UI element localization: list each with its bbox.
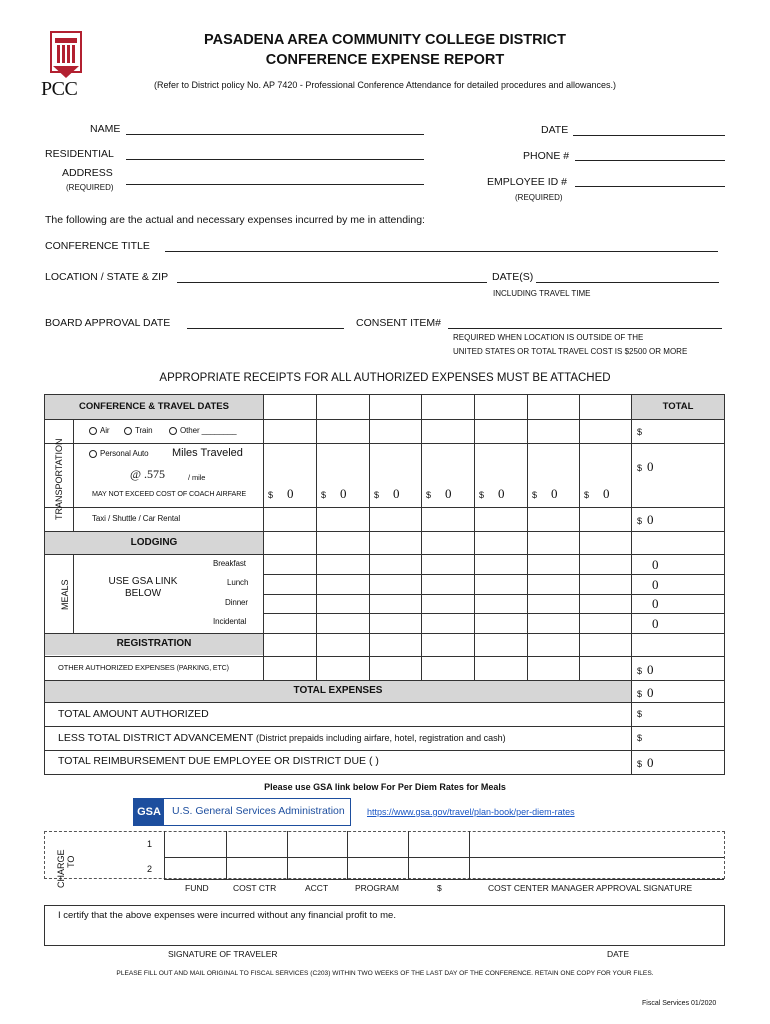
col-cost-ctr: COST CTR [233, 883, 277, 893]
total-authorized-value[interactable]: $ [637, 709, 643, 719]
phone-label: PHONE # [523, 150, 570, 162]
location-field[interactable] [177, 282, 487, 283]
mileage-day-2[interactable]: $ 0 [321, 486, 347, 501]
breakfast-total[interactable]: 0 [652, 557, 659, 572]
mileage-day-3[interactable]: $ 0 [374, 486, 400, 501]
footer-note: PLEASE FILL OUT AND MAIL ORIGINAL TO FISCAL SERVICES (C203) WITHIN TWO WEEKS OF THE LAST DAY OF THE CONFERENCE. RETAIN ONE COPY FOR YOUR FILES. [116, 970, 654, 977]
total-authorized-label: TOTAL AMOUNT AUTHORIZED [58, 708, 209, 720]
consent-item-label: CONSENT ITEM# [356, 317, 441, 329]
total-reimbursement-label: TOTAL REIMBURSEMENT DUE EMPLOYEE OR DISTRICT DUE ( ) [58, 755, 379, 767]
header-total: TOTAL [662, 401, 694, 412]
charge-to-label: CHARGE TO [56, 849, 76, 888]
less-advancement-value[interactable]: $ [637, 733, 643, 743]
incidental-total[interactable]: 0 [652, 616, 659, 631]
mileage-day-4[interactable]: $ 0 [426, 486, 452, 501]
charge-row-1: 1 [147, 839, 153, 849]
phone-field[interactable] [575, 160, 725, 161]
name-label: NAME [90, 123, 121, 135]
address-label: ADDRESS [62, 167, 113, 179]
train-radio-icon[interactable] [124, 427, 132, 435]
employee-id-label: EMPLOYEE ID # [487, 176, 567, 188]
dinner-label: Dinner [225, 598, 248, 607]
consent-note-2: UNITED STATES OR TOTAL TRAVEL COST IS $2500 OR MORE [453, 347, 688, 356]
meals-label: MEALS [60, 579, 70, 610]
per-mile-label: / mile [188, 473, 206, 482]
air-total[interactable]: $ [637, 427, 643, 437]
taxi-label: Taxi / Shuttle / Car Rental [92, 514, 181, 523]
incidental-label: Incidental [213, 617, 247, 626]
other-option[interactable] [169, 426, 236, 435]
consent-item-field[interactable] [448, 328, 722, 329]
taxi-total[interactable]: $ 0 [637, 512, 654, 527]
signature-date-label: DATE [607, 949, 630, 959]
breakfast-label: Breakfast [213, 559, 246, 568]
mileage-day-6[interactable]: $ 0 [532, 486, 558, 501]
gsa-admin-text: U.S. General Services Administration [172, 805, 345, 817]
conference-title-field[interactable] [165, 251, 718, 252]
other-label: Other ________ [180, 426, 237, 435]
other-expenses-total[interactable]: $ 0 [637, 662, 654, 677]
air-radio-icon[interactable] [89, 427, 97, 435]
residential-label: RESIDENTIAL [45, 148, 114, 160]
gsa-mark-icon: GSA [134, 799, 164, 825]
location-label: LOCATION / STATE & ZIP [45, 271, 169, 283]
mileage-day-5[interactable]: $ 0 [479, 486, 505, 501]
dates-label: DATE(S) [492, 271, 534, 283]
other-radio-icon[interactable] [169, 427, 177, 435]
mileage-day-7[interactable]: $ 0 [584, 486, 610, 501]
date-label: DATE [541, 124, 569, 136]
address-field-line1[interactable] [126, 159, 424, 160]
air-label: Air [100, 426, 110, 435]
total-expenses-value[interactable]: $ 0 [637, 685, 654, 700]
auto-radio-icon[interactable] [89, 450, 97, 458]
charge-row-2: 2 [147, 864, 153, 874]
name-field[interactable] [126, 134, 424, 135]
lunch-label: Lunch [227, 578, 249, 587]
dates-field[interactable] [536, 282, 719, 283]
col-amount: $ [437, 883, 442, 893]
address-field-line2[interactable] [126, 184, 424, 185]
total-reimbursement-value[interactable]: $ 0 [637, 755, 654, 770]
col-approval-signature: COST CENTER MANAGER APPROVAL SIGNATURE [488, 883, 693, 893]
other-expenses-label: OTHER AUTHORIZED EXPENSES (PARKING, ETC) [58, 663, 229, 672]
attending-statement: The following are the actual and necessary expenses incurred by me in attending: [45, 214, 425, 226]
dinner-total[interactable]: 0 [652, 596, 659, 611]
certify-text: I certify that the above expenses were incurred without any financial profit to me. [58, 910, 396, 921]
address-required: (REQUIRED) [66, 183, 114, 192]
board-approval-label: BOARD APPROVAL DATE [45, 317, 171, 329]
board-approval-field[interactable] [187, 328, 344, 329]
miles-traveled-label: Miles Traveled [172, 447, 243, 459]
total-expenses-label: TOTAL EXPENSES [293, 685, 383, 696]
header-conference-dates: CONFERENCE & TRAVEL DATES [79, 401, 229, 412]
consent-note-1: REQUIRED WHEN LOCATION IS OUTSIDE OF THE [453, 333, 644, 342]
use-gsa-note: USE GSA LINK BELOW [108, 576, 178, 599]
train-label: Train [135, 426, 153, 435]
personal-auto-label: Personal Auto [100, 449, 149, 458]
policy-note: (Refer to District policy No. AP 7420 - Professional Conference Attendance for detailed procedures and allowances.) [153, 80, 617, 90]
col-acct: ACCT [305, 883, 329, 893]
transportation-label: TRANSPORTATION [54, 438, 64, 520]
report-title: CONFERENCE EXPENSE REPORT [265, 52, 505, 68]
employee-id-required: (REQUIRED) [515, 193, 563, 202]
logo-text: PCC [41, 78, 78, 100]
gsa-logo[interactable] [133, 798, 351, 826]
mileage-total[interactable]: $ 0 [637, 459, 654, 474]
receipts-notice: APPROPRIATE RECEIPTS FOR ALL AUTHORIZED EXPENSES MUST BE ATTACHED [159, 372, 611, 384]
air-option[interactable] [89, 426, 109, 435]
gsa-note: Please use GSA link below For Per Diem Rates for Meals [264, 782, 506, 792]
employee-id-field[interactable] [575, 186, 725, 187]
including-travel-note: INCLUDING TRAVEL TIME [493, 289, 591, 298]
lodging-label: LODGING [130, 537, 178, 548]
mileage-rate: @ .575 [130, 467, 166, 481]
train-option[interactable] [124, 426, 152, 435]
district-title: PASADENA AREA COMMUNITY COLLEGE DISTRICT [204, 32, 566, 48]
date-field[interactable] [573, 135, 725, 136]
coach-airfare-note: MAY NOT EXCEED COST OF COACH AIRFARE [92, 489, 247, 498]
signature-traveler-label: SIGNATURE OF TRAVELER [168, 949, 278, 959]
gsa-per-diem-link[interactable]: https://www.gsa.gov/travel/plan-book/per-diem-rates [367, 807, 575, 817]
lunch-total[interactable]: 0 [652, 577, 659, 592]
registration-label: REGISTRATION [116, 638, 192, 649]
mileage-day-1[interactable]: $ 0 [268, 486, 294, 501]
personal-auto-option[interactable] [89, 449, 149, 458]
conference-title-label: CONFERENCE TITLE [45, 240, 150, 252]
footer-version: Fiscal Services 01/2020 [642, 1000, 717, 1007]
col-program: PROGRAM [355, 883, 399, 893]
col-fund: FUND [185, 883, 209, 893]
less-advancement-label: LESS TOTAL DISTRICT ADVANCEMENT (District prepaids including airfare, hotel, registration and cash) [58, 732, 506, 744]
